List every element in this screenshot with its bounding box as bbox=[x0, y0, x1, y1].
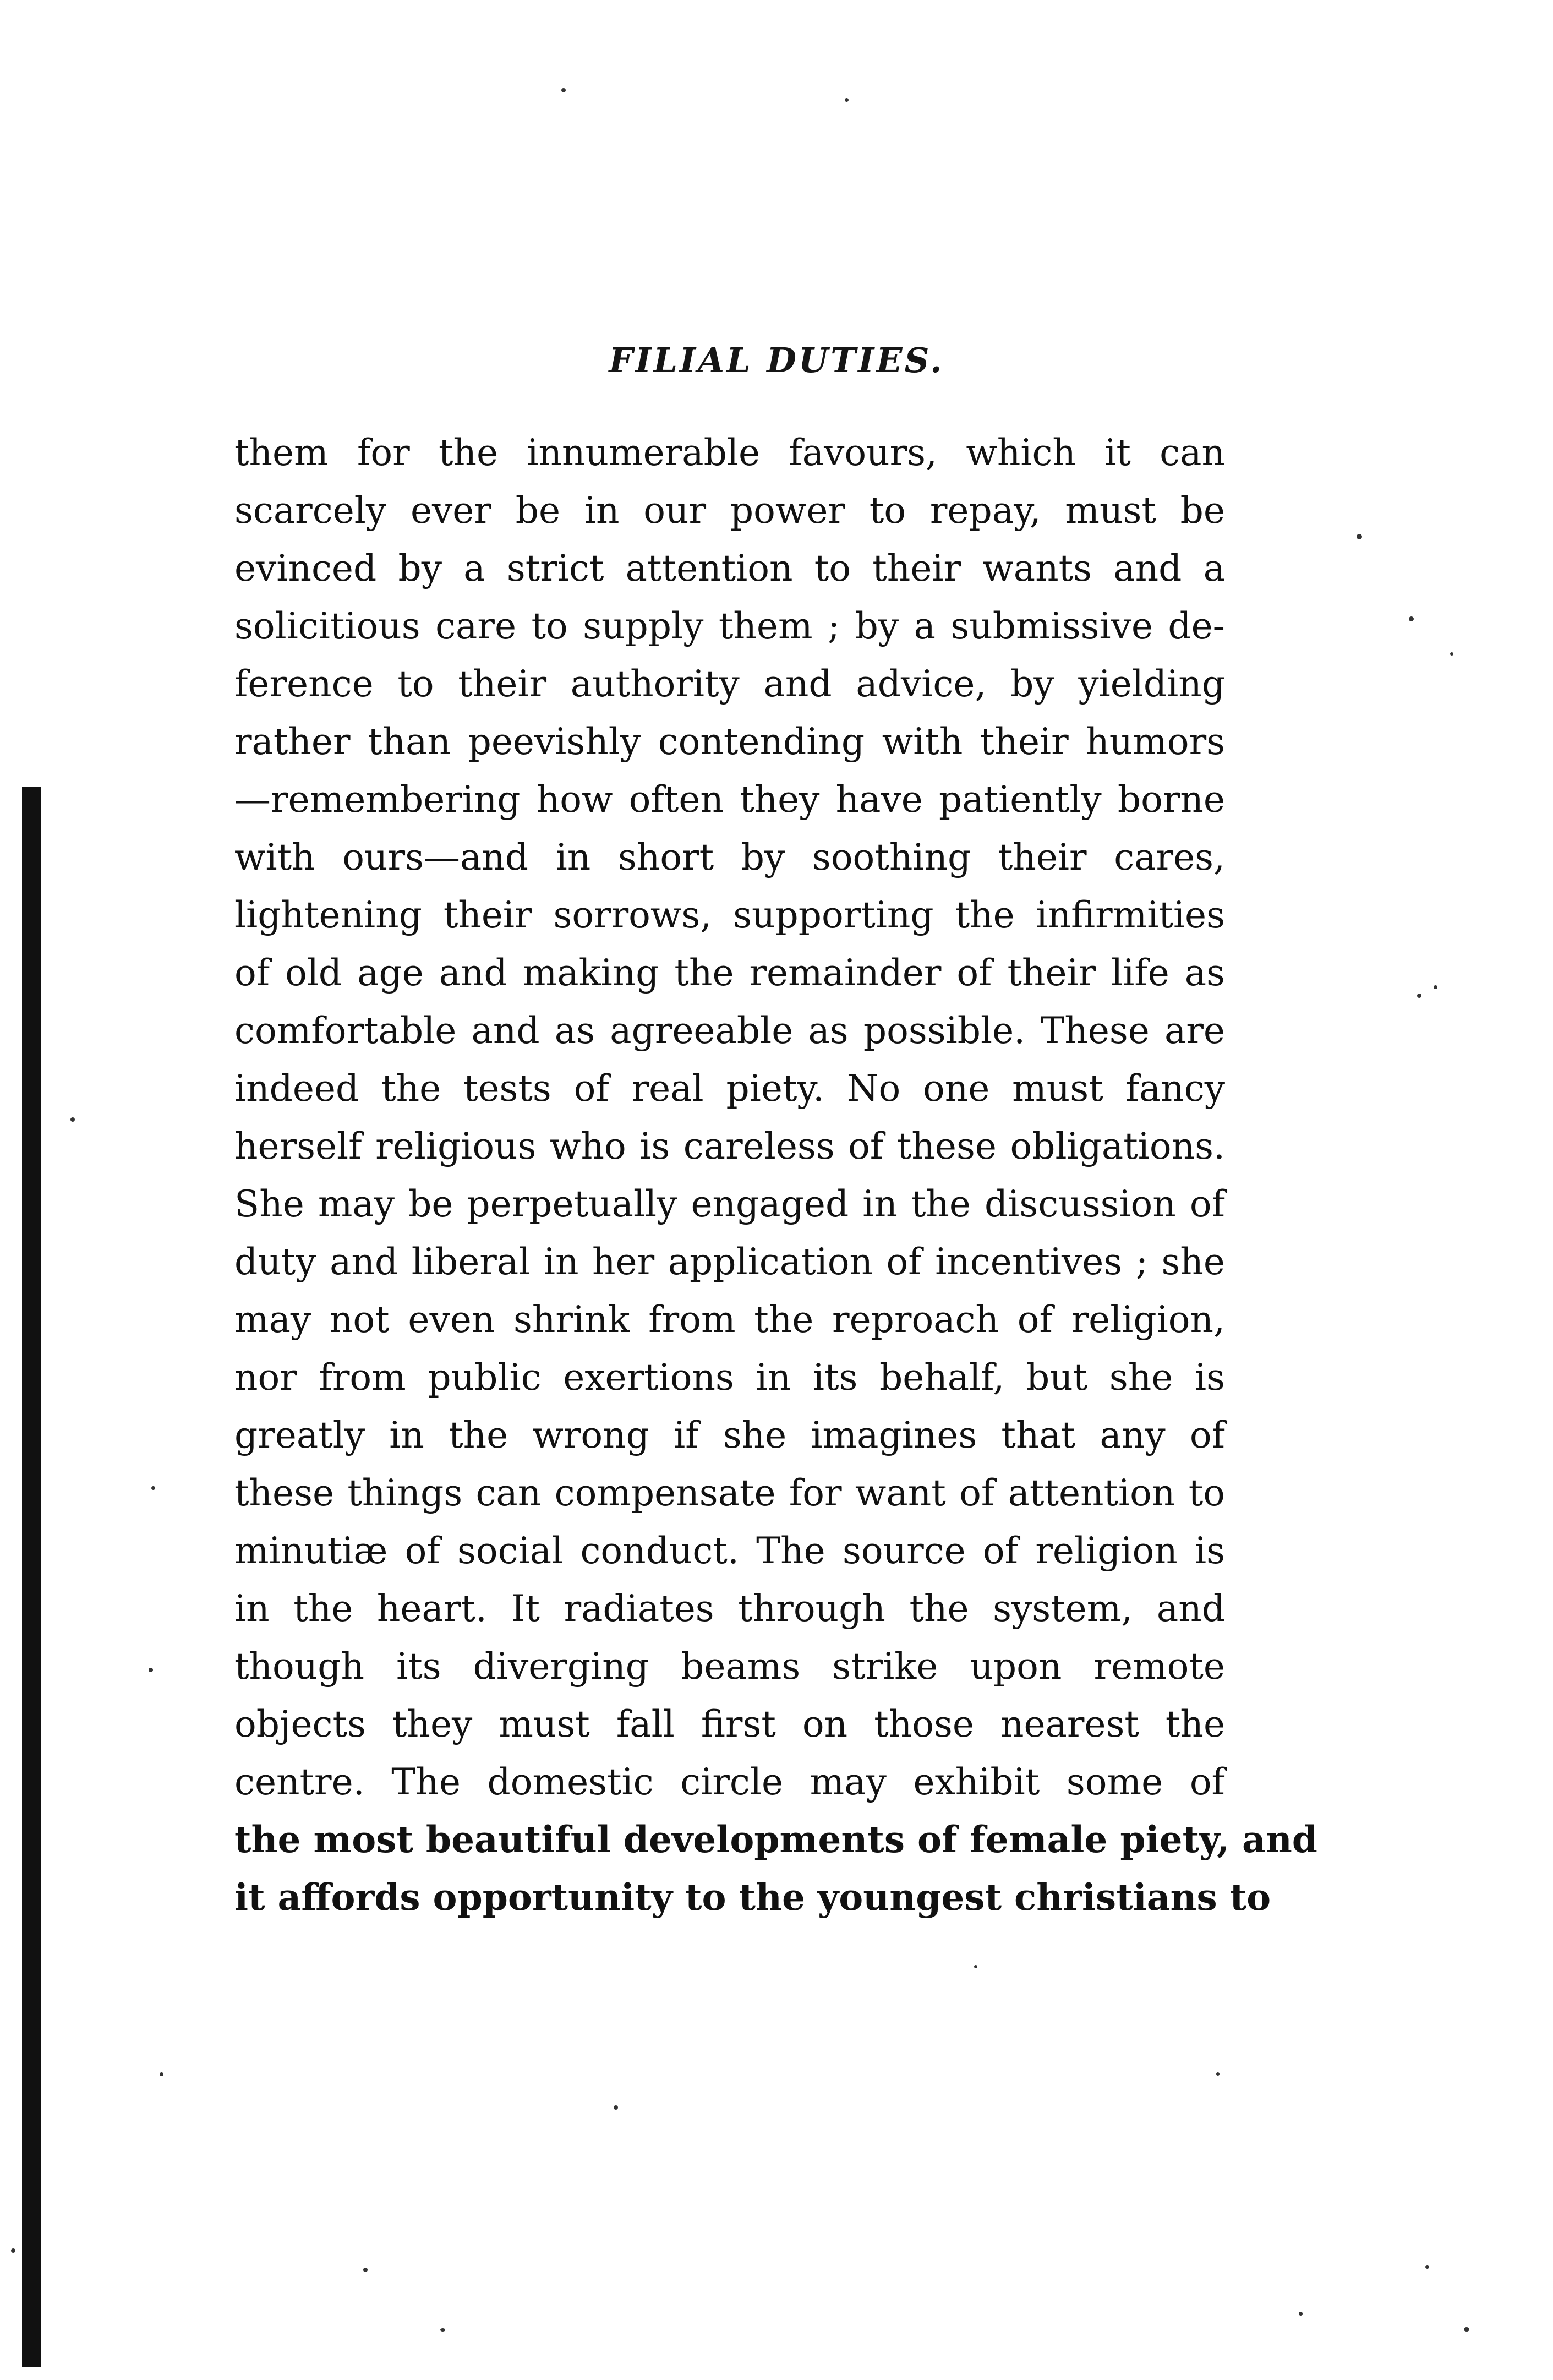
text-line: may not even shrink from the reproach of religion, bbox=[234, 1298, 1225, 1341]
text-line: solicitious care to supply them ; by a submissive de- bbox=[234, 605, 1225, 647]
text-line: comfortable and as agreeable as possible. These are bbox=[234, 1009, 1225, 1052]
scan-speck bbox=[70, 1117, 75, 1122]
scan-speck bbox=[363, 2268, 368, 2272]
scan-speck bbox=[561, 88, 566, 92]
scan-speck bbox=[974, 1965, 977, 1968]
scan-speck bbox=[1357, 534, 1362, 539]
text-line: of old age and making the remainder of their life as bbox=[234, 952, 1225, 994]
scan-speck bbox=[1425, 2265, 1429, 2269]
text-line: rather than peevishly contending with their humors bbox=[234, 720, 1225, 763]
text-line: lightening their sorrows, supporting the infirmities bbox=[234, 894, 1225, 936]
scan-speck bbox=[1409, 616, 1414, 621]
scan-speck bbox=[1417, 994, 1421, 998]
scan-speck bbox=[1434, 985, 1437, 989]
text-line: with ours—and in short by soothing their cares, bbox=[234, 836, 1225, 878]
text-line: She may be perpetually engaged in the discussion of bbox=[234, 1183, 1225, 1225]
running-head: FILIAL DUTIES. bbox=[609, 340, 944, 380]
text-line: scarcely ever be in our power to repay, must be bbox=[234, 489, 1225, 532]
text-line: indeed the tests of real piety. No one must fancy bbox=[234, 1067, 1225, 1110]
text-line: evinced by a strict attention to their wants and a bbox=[234, 547, 1225, 589]
scan-speck bbox=[440, 2328, 445, 2332]
scan-speck bbox=[1450, 652, 1453, 656]
text-line: them for the innumerable favours, which it can bbox=[234, 432, 1225, 474]
scan-speck bbox=[614, 2105, 618, 2110]
text-line: minutiæ of social conduct. The source of religion is bbox=[234, 1530, 1225, 1572]
scan-speck bbox=[1216, 2072, 1220, 2076]
text-line: greatly in the wrong if she imagines that any of bbox=[234, 1414, 1225, 1456]
text-line: it affords opportunity to the youngest christians to bbox=[234, 1876, 1271, 1919]
body-text bbox=[234, 424, 1317, 1926]
scan-speck bbox=[1464, 2327, 1469, 2332]
text-line: objects they must fall first on those nearest the bbox=[234, 1703, 1225, 1745]
scan-speck bbox=[1299, 2312, 1303, 2316]
scan-speck bbox=[11, 2248, 15, 2253]
scan-speck bbox=[160, 2072, 163, 2076]
scan-speck bbox=[845, 98, 849, 102]
binding-edge-shadow bbox=[22, 787, 41, 2367]
text-line: herself religious who is careless of these obligations. bbox=[234, 1125, 1225, 1167]
text-line: —remembering how often they have patiently borne bbox=[234, 778, 1225, 821]
text-line: the most beautiful developments of female piety, and bbox=[234, 1818, 1317, 1861]
text-line: centre. The domestic circle may exhibit some of bbox=[234, 1761, 1225, 1803]
scan-speck bbox=[151, 1486, 155, 1490]
text-line: duty and liberal in her application of incentives ; she bbox=[234, 1241, 1225, 1283]
scan-speck bbox=[149, 1668, 153, 1672]
text-line: nor from public exertions in its behalf, but she is bbox=[234, 1356, 1225, 1399]
text-line: these things can compensate for want of attention to bbox=[234, 1472, 1225, 1514]
text-line: though its diverging beams strike upon remote bbox=[234, 1645, 1225, 1688]
text-line: ference to their authority and advice, by yielding bbox=[234, 663, 1225, 705]
text-line: in the heart. It radiates through the system, and bbox=[234, 1587, 1225, 1630]
